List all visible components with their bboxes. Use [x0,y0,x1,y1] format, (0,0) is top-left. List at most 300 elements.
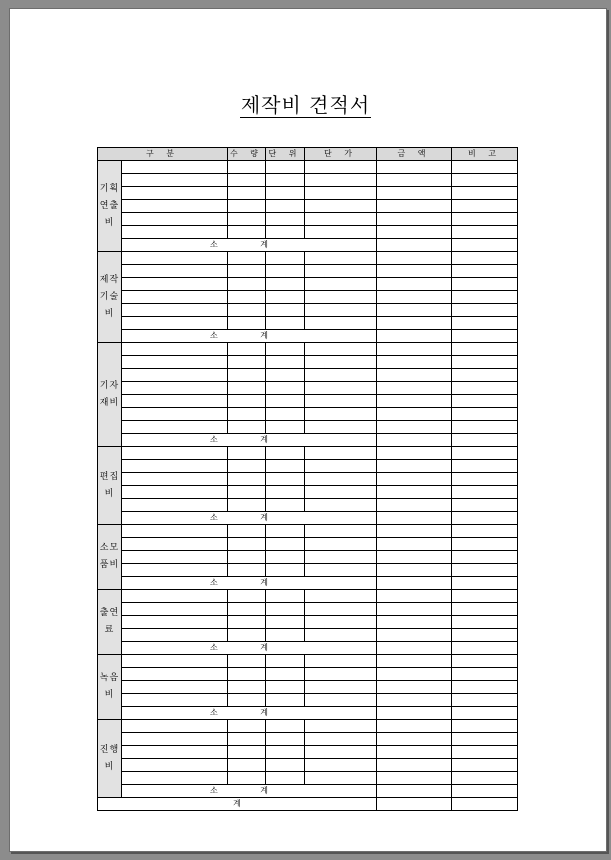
cell-quantity[interactable] [228,460,266,473]
cell-quantity[interactable] [228,161,266,174]
cell-unit-price[interactable] [305,629,377,642]
cell-quantity[interactable] [228,382,266,395]
cell-item[interactable] [122,187,228,200]
table-row [98,525,518,538]
cell-item[interactable] [122,720,228,733]
cell-item[interactable] [122,525,228,538]
cell-amount[interactable] [377,200,452,213]
cell-remarks[interactable] [452,733,518,746]
cell-quantity[interactable] [228,564,266,577]
subtotal-row [98,707,518,720]
subtotal-label: 소 계 [122,785,377,798]
header-amount: 금 액 [377,148,452,161]
cell-unit-price[interactable] [305,538,377,551]
cell-item[interactable] [122,486,228,499]
cell-remarks[interactable] [452,616,518,629]
cell-unit[interactable] [266,369,305,382]
cell-remarks[interactable] [452,161,518,174]
cell-amount[interactable] [377,655,452,668]
subtotal-amount[interactable] [377,239,452,252]
cell-amount[interactable] [377,174,452,187]
cell-item[interactable] [122,668,228,681]
cell-item[interactable] [122,161,228,174]
section-label: 소모 품비 [98,525,122,590]
cell-item[interactable] [122,460,228,473]
cell-unit[interactable] [266,356,305,369]
cell-amount[interactable] [377,629,452,642]
cell-remarks[interactable] [452,447,518,460]
cell-unit-price[interactable] [305,720,377,733]
header-category: 구 분 [98,148,228,161]
cell-quantity[interactable] [228,772,266,785]
cell-quantity[interactable] [228,499,266,512]
cell-remarks[interactable] [452,421,518,434]
cell-item[interactable] [122,746,228,759]
cell-remarks[interactable] [452,720,518,733]
cell-unit[interactable] [266,161,305,174]
subtotal-remarks[interactable] [452,707,518,720]
cell-quantity[interactable] [228,720,266,733]
cell-item[interactable] [122,226,228,239]
cell-unit-price[interactable] [305,304,377,317]
cell-unit-price[interactable] [305,525,377,538]
cell-amount[interactable] [377,590,452,603]
subtotal-remarks[interactable] [452,577,518,590]
cell-quantity[interactable] [228,603,266,616]
cell-item[interactable] [122,356,228,369]
cell-unit[interactable] [266,603,305,616]
subtotal-remarks[interactable] [452,330,518,343]
cell-remarks[interactable] [452,759,518,772]
table-row [98,564,518,577]
table-row [98,733,518,746]
subtotal-row [98,239,518,252]
cell-unit[interactable] [266,746,305,759]
cell-unit-price[interactable] [305,655,377,668]
table-row [98,421,518,434]
subtotal-row [98,785,518,798]
cell-unit-price[interactable] [305,356,377,369]
cell-item[interactable] [122,759,228,772]
table-row [98,226,518,239]
cell-unit[interactable] [266,408,305,421]
cell-item[interactable] [122,343,228,356]
cell-quantity[interactable] [228,252,266,265]
cell-remarks[interactable] [452,564,518,577]
cell-quantity[interactable] [228,395,266,408]
cell-unit-price[interactable] [305,668,377,681]
cell-unit[interactable] [266,694,305,707]
cell-item[interactable] [122,317,228,330]
cell-unit[interactable] [266,174,305,187]
cell-amount[interactable] [377,460,452,473]
cell-amount[interactable] [377,564,452,577]
cell-item[interactable] [122,603,228,616]
cell-quantity[interactable] [228,616,266,629]
subtotal-label: 소 계 [122,434,377,447]
cell-unit-price[interactable] [305,421,377,434]
cell-amount[interactable] [377,538,452,551]
cell-amount[interactable] [377,499,452,512]
cell-unit-price[interactable] [305,213,377,226]
cell-remarks[interactable] [452,525,518,538]
table-row [98,473,518,486]
cell-unit-price[interactable] [305,499,377,512]
table-row [98,551,518,564]
cell-amount[interactable] [377,603,452,616]
cell-unit-price[interactable] [305,161,377,174]
cell-remarks[interactable] [452,291,518,304]
cell-item[interactable] [122,551,228,564]
cell-unit-price[interactable] [305,486,377,499]
cell-quantity[interactable] [228,538,266,551]
subtotal-amount[interactable] [377,577,452,590]
table-row [98,694,518,707]
section-label: 기획 연출 비 [98,161,122,252]
cell-remarks[interactable] [452,473,518,486]
cell-quantity[interactable] [228,421,266,434]
cell-item[interactable] [122,265,228,278]
cell-quantity[interactable] [228,629,266,642]
cell-remarks[interactable] [452,551,518,564]
cell-item[interactable] [122,213,228,226]
table-row [98,213,518,226]
header-row [98,148,518,161]
table-row [98,616,518,629]
cell-amount[interactable] [377,681,452,694]
cell-quantity[interactable] [228,746,266,759]
cell-amount[interactable] [377,356,452,369]
table-row [98,629,518,642]
cell-unit-price[interactable] [305,551,377,564]
cell-item[interactable] [122,369,228,382]
cell-remarks[interactable] [452,356,518,369]
cell-amount[interactable] [377,746,452,759]
cell-item[interactable] [122,655,228,668]
cell-quantity[interactable] [228,317,266,330]
subtotal-remarks[interactable] [452,785,518,798]
cell-amount[interactable] [377,668,452,681]
cell-quantity[interactable] [228,486,266,499]
cell-item[interactable] [122,382,228,395]
cell-item[interactable] [122,200,228,213]
cell-unit[interactable] [266,278,305,291]
cell-unit-price[interactable] [305,278,377,291]
cell-unit[interactable] [266,720,305,733]
cell-quantity[interactable] [228,343,266,356]
cell-amount[interactable] [377,265,452,278]
cell-item[interactable] [122,291,228,304]
cell-item[interactable] [122,616,228,629]
cell-amount[interactable] [377,304,452,317]
cell-unit[interactable] [266,460,305,473]
cell-unit[interactable] [266,668,305,681]
cell-quantity[interactable] [228,590,266,603]
cell-unit[interactable] [266,317,305,330]
cell-unit-price[interactable] [305,200,377,213]
cell-quantity[interactable] [228,447,266,460]
cell-quantity[interactable] [228,681,266,694]
cell-quantity[interactable] [228,213,266,226]
cell-amount[interactable] [377,525,452,538]
cell-remarks[interactable] [452,369,518,382]
cell-quantity[interactable] [228,408,266,421]
cell-remarks[interactable] [452,538,518,551]
table-row [98,603,518,616]
estimate-table [97,147,518,811]
cell-amount[interactable] [377,616,452,629]
cell-item[interactable] [122,733,228,746]
cell-quantity[interactable] [228,291,266,304]
subtotal-remarks[interactable] [452,642,518,655]
section-label: 출연 료 [98,590,122,655]
cell-amount[interactable] [377,317,452,330]
total-remarks[interactable] [452,798,518,811]
cell-unit-price[interactable] [305,564,377,577]
cell-quantity[interactable] [228,473,266,486]
cell-unit-price[interactable] [305,226,377,239]
section-label: 기자 재비 [98,343,122,447]
cell-amount[interactable] [377,343,452,356]
cell-item[interactable] [122,629,228,642]
cell-amount[interactable] [377,447,452,460]
cell-unit[interactable] [266,655,305,668]
subtotal-amount[interactable] [377,642,452,655]
subtotal-amount[interactable] [377,707,452,720]
cell-remarks[interactable] [452,694,518,707]
cell-unit-price[interactable] [305,616,377,629]
cell-item[interactable] [122,590,228,603]
cell-unit[interactable] [266,291,305,304]
cell-unit[interactable] [266,343,305,356]
total-label: 계 [98,798,377,811]
cell-quantity[interactable] [228,187,266,200]
cell-unit-price[interactable] [305,369,377,382]
cell-unit-price[interactable] [305,603,377,616]
cell-item[interactable] [122,421,228,434]
table-row [98,759,518,772]
subtotal-label: 소 계 [122,707,377,720]
cell-amount[interactable] [377,733,452,746]
cell-quantity[interactable] [228,356,266,369]
cell-quantity[interactable] [228,668,266,681]
cell-remarks[interactable] [452,603,518,616]
cell-amount[interactable] [377,772,452,785]
cell-unit-price[interactable] [305,317,377,330]
cell-item[interactable] [122,252,228,265]
cell-unit[interactable] [266,447,305,460]
subtotal-amount[interactable] [377,434,452,447]
cell-amount[interactable] [377,395,452,408]
cell-amount[interactable] [377,473,452,486]
cell-item[interactable] [122,473,228,486]
cell-unit[interactable] [266,733,305,746]
cell-unit-price[interactable] [305,265,377,278]
cell-quantity[interactable] [228,226,266,239]
cell-unit-price[interactable] [305,447,377,460]
cell-item[interactable] [122,772,228,785]
cell-remarks[interactable] [452,681,518,694]
cell-unit[interactable] [266,486,305,499]
cell-amount[interactable] [377,161,452,174]
cell-unit[interactable] [266,304,305,317]
cell-unit-price[interactable] [305,460,377,473]
cell-remarks[interactable] [452,499,518,512]
cell-remarks[interactable] [452,265,518,278]
subtotal-remarks[interactable] [452,434,518,447]
cell-remarks[interactable] [452,252,518,265]
cell-amount[interactable] [377,187,452,200]
cell-amount[interactable] [377,421,452,434]
cell-quantity[interactable] [228,551,266,564]
cell-amount[interactable] [377,720,452,733]
cell-item[interactable] [122,694,228,707]
cell-amount[interactable] [377,369,452,382]
cell-unit[interactable] [266,772,305,785]
table-row [98,343,518,356]
cell-unit-price[interactable] [305,343,377,356]
cell-amount[interactable] [377,759,452,772]
cell-item[interactable] [122,395,228,408]
cell-remarks[interactable] [452,278,518,291]
table-row [98,369,518,382]
cell-remarks[interactable] [452,408,518,421]
subtotal-remarks[interactable] [452,512,518,525]
cell-unit[interactable] [266,382,305,395]
cell-unit-price[interactable] [305,252,377,265]
cell-remarks[interactable] [452,746,518,759]
cell-unit-price[interactable] [305,733,377,746]
cell-quantity[interactable] [228,278,266,291]
cell-unit-price[interactable] [305,473,377,486]
header-unit-price: 단 가 [305,148,377,161]
cell-unit[interactable] [266,759,305,772]
cell-item[interactable] [122,174,228,187]
cell-unit[interactable] [266,187,305,200]
table-row [98,395,518,408]
cell-remarks[interactable] [452,772,518,785]
cell-unit-price[interactable] [305,291,377,304]
cell-remarks[interactable] [452,226,518,239]
cell-quantity[interactable] [228,655,266,668]
subtotal-remarks[interactable] [452,239,518,252]
cell-remarks[interactable] [452,486,518,499]
cell-item[interactable] [122,538,228,551]
cell-amount[interactable] [377,252,452,265]
subtotal-amount[interactable] [377,512,452,525]
table-row [98,382,518,395]
cell-unit-price[interactable] [305,772,377,785]
subtotal-label: 소 계 [122,577,377,590]
cell-unit[interactable] [266,200,305,213]
cell-unit[interactable] [266,265,305,278]
cell-unit[interactable] [266,564,305,577]
cell-quantity[interactable] [228,174,266,187]
table-row [98,538,518,551]
cell-unit-price[interactable] [305,590,377,603]
cell-item[interactable] [122,564,228,577]
cell-remarks[interactable] [452,395,518,408]
cell-unit[interactable] [266,629,305,642]
cell-unit-price[interactable] [305,746,377,759]
cell-unit[interactable] [266,421,305,434]
subtotal-amount[interactable] [377,785,452,798]
cell-remarks[interactable] [452,174,518,187]
cell-unit[interactable] [266,525,305,538]
cell-amount[interactable] [377,213,452,226]
cell-unit[interactable] [266,590,305,603]
cell-quantity[interactable] [228,694,266,707]
cell-unit[interactable] [266,681,305,694]
cell-quantity[interactable] [228,265,266,278]
cell-remarks[interactable] [452,590,518,603]
cell-unit-price[interactable] [305,759,377,772]
cell-quantity[interactable] [228,304,266,317]
cell-unit[interactable] [266,551,305,564]
cell-amount[interactable] [377,382,452,395]
cell-remarks[interactable] [452,655,518,668]
cell-remarks[interactable] [452,668,518,681]
cell-unit-price[interactable] [305,174,377,187]
cell-unit-price[interactable] [305,395,377,408]
cell-remarks[interactable] [452,317,518,330]
cell-unit[interactable] [266,499,305,512]
cell-remarks[interactable] [452,343,518,356]
cell-quantity[interactable] [228,369,266,382]
cell-unit-price[interactable] [305,681,377,694]
cell-unit[interactable] [266,226,305,239]
cell-unit-price[interactable] [305,694,377,707]
cell-quantity[interactable] [228,200,266,213]
cell-quantity[interactable] [228,759,266,772]
cell-remarks[interactable] [452,460,518,473]
cell-remarks[interactable] [452,382,518,395]
subtotal-amount[interactable] [377,330,452,343]
cell-remarks[interactable] [452,629,518,642]
cell-amount[interactable] [377,278,452,291]
cell-unit[interactable] [266,473,305,486]
cell-amount[interactable] [377,486,452,499]
cell-amount[interactable] [377,291,452,304]
cell-unit[interactable] [266,213,305,226]
cell-amount[interactable] [377,226,452,239]
cell-amount[interactable] [377,408,452,421]
cell-unit-price[interactable] [305,382,377,395]
subtotal-label: 소 계 [122,512,377,525]
cell-unit[interactable] [266,538,305,551]
cell-unit[interactable] [266,616,305,629]
cell-unit-price[interactable] [305,187,377,200]
cell-amount[interactable] [377,694,452,707]
cell-amount[interactable] [377,551,452,564]
cell-item[interactable] [122,447,228,460]
cell-item[interactable] [122,499,228,512]
cell-remarks[interactable] [452,213,518,226]
cell-item[interactable] [122,278,228,291]
cell-remarks[interactable] [452,304,518,317]
cell-unit[interactable] [266,252,305,265]
cell-item[interactable] [122,408,228,421]
cell-remarks[interactable] [452,200,518,213]
cell-remarks[interactable] [452,187,518,200]
cell-unit-price[interactable] [305,408,377,421]
cell-quantity[interactable] [228,525,266,538]
cell-unit[interactable] [266,395,305,408]
total-amount[interactable] [377,798,452,811]
cell-item[interactable] [122,681,228,694]
cell-quantity[interactable] [228,733,266,746]
cell-item[interactable] [122,304,228,317]
